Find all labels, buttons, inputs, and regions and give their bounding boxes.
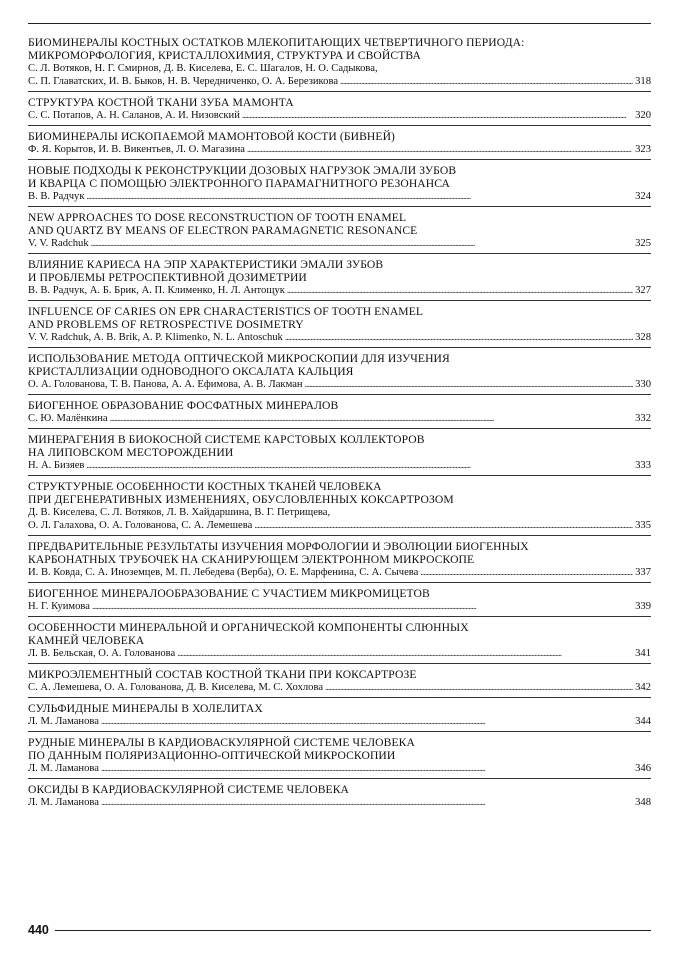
- toc-entry[interactable]: [28, 587, 651, 617]
- entry-authors-line: V. V. Radchuk: [28, 238, 89, 249]
- dot-leader: [86, 190, 633, 203]
- entry-last-line: [28, 109, 651, 122]
- entry-title-line: МИНЕРАГЕНИЯ В БИОКОСНОЙ СИСТЕМЕ КАРСТОВЫХ КОЛЛЕКТОРОВ: [28, 433, 425, 446]
- entry-last-line: [28, 237, 651, 250]
- entry-last-line: [28, 412, 651, 425]
- entry-authors-line: С. П. Главатских, И. В. Быков, Н. В. Чередниченко, О. А. Березикова: [28, 76, 339, 87]
- entry-authors-line: Л. В. Бельская, О. А. Голованова: [28, 648, 176, 659]
- toc-entry[interactable]: [28, 480, 651, 536]
- entry-title-line: НА ЛИПОВСКОМ МЕСТОРОЖДЕНИИ: [28, 446, 234, 459]
- entry-title-line: РУДНЫЕ МИНЕРАЛЫ В КАРДИОВАСКУЛЯРНОЙ СИСТЕМЕ ЧЕЛОВЕКА: [28, 736, 415, 749]
- entry-title-line: ПРЕДВАРИТЕЛЬНЫЕ РЕЗУЛЬТАТЫ ИЗУЧЕНИЯ МОРФОЛОГИИ И ЭВОЛЮЦИИ БИОГЕННЫХ: [28, 540, 529, 553]
- dot-leader: [285, 331, 633, 344]
- entry-authors-line: С. А. Лемешева, О. А. Голованова, Д. В. Киселева, М. С. Хохлова: [28, 682, 324, 693]
- entry-page-number[interactable]: 330: [635, 379, 651, 390]
- entry-authors-line: С. Ю. Малёнкина: [28, 413, 108, 424]
- entry-last-line: [28, 762, 651, 775]
- toc-entry[interactable]: [28, 433, 651, 476]
- dot-leader: [254, 519, 633, 532]
- toc-entry[interactable]: [28, 540, 651, 583]
- entry-authors-line: С. С. Потапов, А. Н. Саланов, А. И. Низовский: [28, 110, 240, 121]
- toc-entry[interactable]: [28, 352, 651, 395]
- toc-entry[interactable]: [28, 621, 651, 664]
- toc-entry[interactable]: [28, 130, 651, 160]
- toc-entry[interactable]: [28, 668, 651, 698]
- entry-title-line: NEW APPROACHES TO DOSE RECONSTRUCTION OF TOOTH ENAMEL: [28, 211, 407, 224]
- entry-page-number[interactable]: 328: [635, 332, 651, 343]
- entry-authors-line: В. В. Радчук: [28, 191, 85, 202]
- entry-page-number[interactable]: 323: [635, 144, 651, 155]
- entry-title-line: КАМНЕЙ ЧЕЛОВЕКА: [28, 634, 145, 647]
- entry-title-line: ПО ДАННЫМ ПОЛЯРИЗАЦИОННО-ОПТИЧЕСКОЙ МИКРОСКОПИИ: [28, 749, 396, 762]
- entry-last-line: [28, 75, 651, 88]
- dot-leader: [242, 109, 633, 122]
- entry-authors-line: Н. А. Бизяев: [28, 460, 85, 471]
- entry-last-line: [28, 796, 651, 809]
- dot-leader: [110, 412, 634, 425]
- entry-title-line: СТРУКТУРНЫЕ ОСОБЕННОСТИ КОСТНЫХ ТКАНЕЙ ЧЕЛОВЕКА: [28, 480, 382, 493]
- entry-authors-line: Н. Г. Куимова: [28, 601, 90, 612]
- entry-last-line: [28, 459, 651, 472]
- entry-authors-line: О. А. Голованова, Т. В. Панова, А. А. Ефимова, А. В. Лакман: [28, 379, 303, 390]
- entry-last-line: [28, 331, 651, 344]
- toc-entry[interactable]: [28, 702, 651, 732]
- dot-leader: [101, 715, 633, 728]
- entry-page-number[interactable]: 318: [635, 76, 651, 87]
- entry-authors-line: Д. В. Киселева, С. Л. Вотяков, Л. В. Хайдаршина, В. Г. Петрищева,: [28, 507, 331, 518]
- table-of-contents: [28, 36, 651, 816]
- footer-rule: [55, 930, 651, 931]
- entry-page-number[interactable]: 335: [635, 520, 651, 531]
- entry-page-number[interactable]: 324: [635, 191, 651, 202]
- entry-authors-line: V. V. Radchuk, A. B. Brik, A. P. Klimenko, N. L. Antoschuk: [28, 332, 283, 343]
- entry-authors-line: О. Л. Галахова, О. А. Голованова, С. А. Лемешева: [28, 520, 253, 531]
- entry-title-line: КРИСТАЛЛИЗАЦИИ ОДНОВОДНОГО ОКСАЛАТА КАЛЬЦИЯ: [28, 365, 354, 378]
- dot-leader: [420, 566, 633, 579]
- entry-title-line: ПРИ ДЕГЕНЕРАТИВНЫХ ИЗМЕНЕНИЯХ, ОБУСЛОВЛЕННЫХ КОКСАРТРОЗОМ: [28, 493, 454, 506]
- dot-leader: [177, 647, 633, 660]
- toc-entry[interactable]: [28, 211, 651, 254]
- top-rule: [28, 23, 651, 24]
- entry-page-number[interactable]: 346: [635, 763, 651, 774]
- entry-title-line: НОВЫЕ ПОДХОДЫ К РЕКОНСТРУКЦИИ ДОЗОВЫХ НАГРУЗОК ЭМАЛИ ЗУБОВ: [28, 164, 457, 177]
- entry-authors-line: В. В. Радчук, А. Б. Брик, А. П. Клименко, Н. Л. Антощук: [28, 285, 285, 296]
- dot-leader: [92, 600, 633, 613]
- toc-entry[interactable]: [28, 36, 651, 92]
- entry-page-number[interactable]: 348: [635, 797, 651, 808]
- entry-authors-line: С. Л. Вотяков, Н. Г. Смирнов, Д. В. Киселева, Е. С. Шагалов, Н. О. Садыкова,: [28, 63, 378, 74]
- entry-last-line: [28, 566, 651, 579]
- entry-page-number[interactable]: 337: [635, 567, 651, 578]
- entry-page-number[interactable]: 341: [635, 648, 651, 659]
- entry-page-number[interactable]: 332: [635, 413, 651, 424]
- toc-entry[interactable]: [28, 258, 651, 301]
- dot-leader: [305, 378, 634, 391]
- entry-title-line: МИКРОМОРФОЛОГИЯ, КРИСТАЛЛОХИМИЯ, СТРУКТУРА И СВОЙСТВА: [28, 49, 421, 62]
- entry-authors-line: Л. М. Ламанова: [28, 716, 99, 727]
- dot-leader: [101, 796, 633, 809]
- entry-page-number[interactable]: 342: [635, 682, 651, 693]
- entry-authors-line: Л. М. Ламанова: [28, 797, 99, 808]
- entry-last-line: [28, 284, 651, 297]
- dot-leader: [101, 762, 633, 775]
- entry-last-line: [28, 378, 651, 391]
- entry-last-line: [28, 600, 651, 613]
- entry-title-line: БИОГЕННОЕ ОБРАЗОВАНИЕ ФОСФАТНЫХ МИНЕРАЛОВ: [28, 399, 339, 412]
- entry-authors-line: Ф. Я. Корытов, И. В. Викентьев, Л. О. Магазина: [28, 144, 245, 155]
- entry-page-number[interactable]: 333: [635, 460, 651, 471]
- dot-leader: [247, 143, 633, 156]
- entry-last-line: [28, 143, 651, 156]
- toc-entry[interactable]: [28, 96, 651, 126]
- entry-title-line: ОСОБЕННОСТИ МИНЕРАЛЬНОЙ И ОРГАНИЧЕСКОЙ КОМПОНЕНТЫ СЛЮННЫХ: [28, 621, 469, 634]
- entry-last-line: [28, 647, 651, 660]
- entry-title-line: И КВАРЦА С ПОМОЩЬЮ ЭЛЕКТРОННОГО ПАРАМАГНИТНОГО РЕЗОНАНСА: [28, 177, 450, 190]
- entry-title-line: БИОМИНЕРАЛЫ КОСТНЫХ ОСТАТКОВ МЛЕКОПИТАЮЩИХ ЧЕТВЕРТИЧНОГО ПЕРИОДА:: [28, 36, 525, 49]
- dot-leader: [287, 284, 633, 297]
- toc-entry[interactable]: [28, 305, 651, 348]
- dot-leader: [86, 459, 633, 472]
- entry-last-line: [28, 715, 651, 728]
- entry-title-line: ОКСИДЫ В КАРДИОВАСКУЛЯРНОЙ СИСТЕМЕ ЧЕЛОВЕКА: [28, 783, 350, 796]
- entry-last-line: [28, 190, 651, 203]
- entry-title-line: СУЛЬФИДНЫЕ МИНЕРАЛЫ В ХОЛЕЛИТАХ: [28, 702, 263, 715]
- dot-leader: [340, 75, 633, 88]
- toc-entry[interactable]: [28, 164, 651, 207]
- entry-last-line: [28, 519, 651, 532]
- entry-title-line: ИСПОЛЬЗОВАНИЕ МЕТОДА ОПТИЧЕСКОЙ МИКРОСКОПИИ ДЛЯ ИЗУЧЕНИЯ: [28, 352, 450, 365]
- entry-title-line: AND QUARTZ BY MEANS OF ELECTRON PARAMAGNETIC RESONANCE: [28, 224, 418, 237]
- entry-page-number[interactable]: 327: [635, 285, 651, 296]
- entry-title-line: И ПРОБЛЕМЫ РЕТРОСПЕКТИВНОЙ ДОЗИМЕТРИИ: [28, 271, 307, 284]
- dot-leader: [325, 681, 633, 694]
- entry-page-number[interactable]: 339: [635, 601, 651, 612]
- entry-page-number[interactable]: 320: [635, 110, 651, 121]
- page-footer: [28, 923, 651, 937]
- entry-authors-line: И. В. Ковда, С. А. Иноземцев, М. П. Лебедева (Верба), О. Е. Марфенина, С. А. Сычева: [28, 567, 419, 578]
- entry-title-line: БИОМИНЕРАЛЫ ИСКОПАЕМОЙ МАМОНТОВОЙ КОСТИ (БИВНЕЙ): [28, 130, 396, 143]
- entry-title-line: КАРБОНАТНЫХ ТРУБОЧЕК НА СКАНИРУЮЩЕМ ЭЛЕКТРОННОМ МИКРОСКОПЕ: [28, 553, 475, 566]
- toc-entry[interactable]: [28, 783, 651, 812]
- entry-last-line: [28, 681, 651, 694]
- entry-page-number[interactable]: 325: [635, 238, 651, 249]
- page-number: 440: [28, 923, 49, 937]
- entry-title-line: СТРУКТУРА КОСТНОЙ ТКАНИ ЗУБА МАМОНТА: [28, 96, 294, 109]
- entry-title-line: МИКРОЭЛЕМЕНТНЫЙ СОСТАВ КОСТНОЙ ТКАНИ ПРИ КОКСАРТРОЗЕ: [28, 668, 417, 681]
- entry-authors-line: Л. М. Ламанова: [28, 763, 99, 774]
- entry-page-number[interactable]: 344: [635, 716, 651, 727]
- entry-title-line: БИОГЕННОЕ МИНЕРАЛООБРАЗОВАНИЕ С УЧАСТИЕМ МИКРОМИЦЕТОВ: [28, 587, 430, 600]
- entry-title-line: ВЛИЯНИЕ КАРИЕСА НА ЭПР ХАРАКТЕРИСТИКИ ЭМАЛИ ЗУБОВ: [28, 258, 384, 271]
- entry-title-line: INFLUENCE OF CARIES ON EPR CHARACTERISTICS OF TOOTH ENAMEL: [28, 305, 424, 318]
- toc-entry[interactable]: [28, 736, 651, 779]
- entry-title-line: AND PROBLEMS OF RETROSPECTIVE DOSIMETRY: [28, 318, 304, 331]
- dot-leader: [91, 237, 633, 250]
- toc-entry[interactable]: [28, 399, 651, 429]
